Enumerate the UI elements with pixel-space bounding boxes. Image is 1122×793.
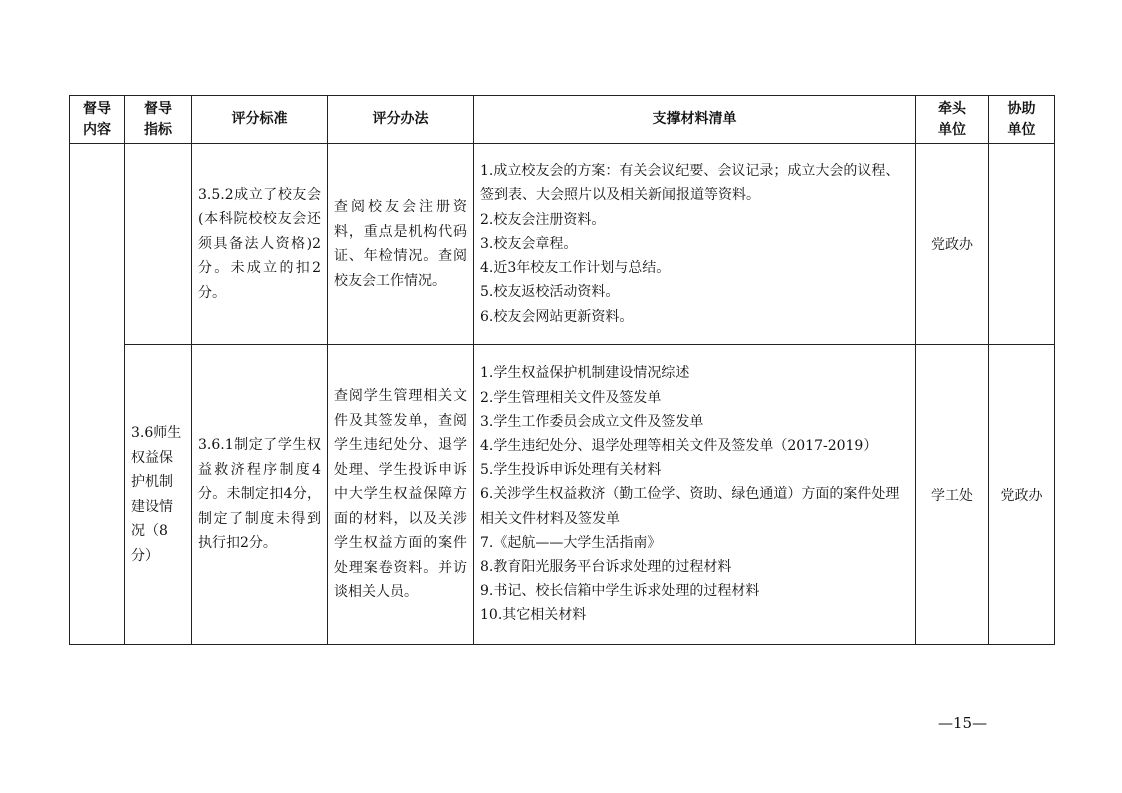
header-scoring-standard: 评分标准 <box>192 96 328 144</box>
header-line: 指标 <box>144 121 172 138</box>
standard-cell: 3.6.1制定了学生权益救济程序制度4分。未制定扣4分，制定了制度未得到执行扣2分。 <box>192 345 328 645</box>
material-item: 6.关涉学生权益救济（勤工俭学、资助、绿色通道）方面的案件处理相关文件材料及签发单 <box>480 486 900 527</box>
header-line: 督导 <box>144 100 172 117</box>
assist-unit-cell <box>989 144 1055 345</box>
header-scoring-method: 评分办法 <box>328 96 474 144</box>
supervision-content-cell <box>70 144 125 645</box>
header-lead-unit <box>916 96 989 144</box>
header-line: 内容 <box>83 121 111 138</box>
indicator-cell: 3.6师生权益保护机制建设情况（8分） <box>125 345 192 645</box>
header-line: 督导 <box>83 100 111 117</box>
header-supervision-indicator <box>125 96 192 144</box>
material-item: 3.校友会章程。 <box>480 235 578 252</box>
material-item: 10.其它相关材料 <box>480 607 587 624</box>
standard-cell: 3.5.2成立了校友会(本科院校校友会还须具备法人资格)2分。未成立的扣2分。 <box>192 144 328 345</box>
material-item: 5.学生投诉申诉处理有关材料 <box>480 462 662 479</box>
lead-unit-cell: 党政办 <box>916 144 989 345</box>
method-cell: 查阅学生管理相关文件及其签发单，查阅学生违纪处分、退学处理、学生投诉申诉中大学生权益保障方面的材料，以及关涉学生权益方面的案件处理案卷资料。并访谈相关人员。 <box>328 345 474 645</box>
lead-unit-cell: 学工处 <box>916 345 989 645</box>
table-row <box>70 345 1055 645</box>
header-line: 协助 <box>1007 100 1036 117</box>
material-item: 1.成立校友会的方案：有关会议纪要、会议记录；成立大会的议程、签到表、大会照片以及相关新闻报道等资料。 <box>480 163 900 204</box>
material-item: 8.教育阳光服务平台诉求处理的过程材料 <box>480 559 732 575</box>
header-line: 单位 <box>938 121 966 138</box>
indicator-cell <box>125 144 192 345</box>
method-cell: 查阅校友会注册资料，重点是机构代码证、年检情况。查阅校友会工作情况。 <box>328 144 474 345</box>
materials-cell <box>474 345 916 645</box>
header-line: 单位 <box>1007 121 1036 138</box>
material-item: 5.校友返校活动资料。 <box>480 284 620 301</box>
materials-cell <box>474 144 916 345</box>
material-item: 1.学生权益保护机制建设情况综述 <box>480 365 690 382</box>
header-line: 牵头 <box>938 100 966 117</box>
material-item: 2.校友会注册资料。 <box>480 211 606 228</box>
material-item: 2.学生管理相关文件及签发单 <box>480 389 662 406</box>
material-item: 6.校友会网站更新资料。 <box>480 308 634 325</box>
assist-unit-cell: 党政办 <box>989 345 1055 645</box>
page-number: —15— <box>938 714 988 732</box>
material-item: 4.近3年校友工作计划与总结。 <box>480 260 671 277</box>
evaluation-table <box>69 95 1055 645</box>
material-item: 7.《起航——大学生活指南》 <box>480 534 662 551</box>
header-materials-list: 支撑材料清单 <box>474 96 916 144</box>
material-item: 3.学生工作委员会成立文件及签发单 <box>480 413 704 430</box>
table-header-row <box>70 96 1055 144</box>
material-item: 9.书记、校长信箱中学生诉求处理的过程材料 <box>480 583 760 600</box>
table-row <box>70 144 1055 345</box>
material-item: 4.学生违纪处分、退学处理等相关文件及签发单（2017-2019） <box>480 437 878 454</box>
header-supervision-content <box>70 96 125 144</box>
header-assist-unit <box>989 96 1055 144</box>
